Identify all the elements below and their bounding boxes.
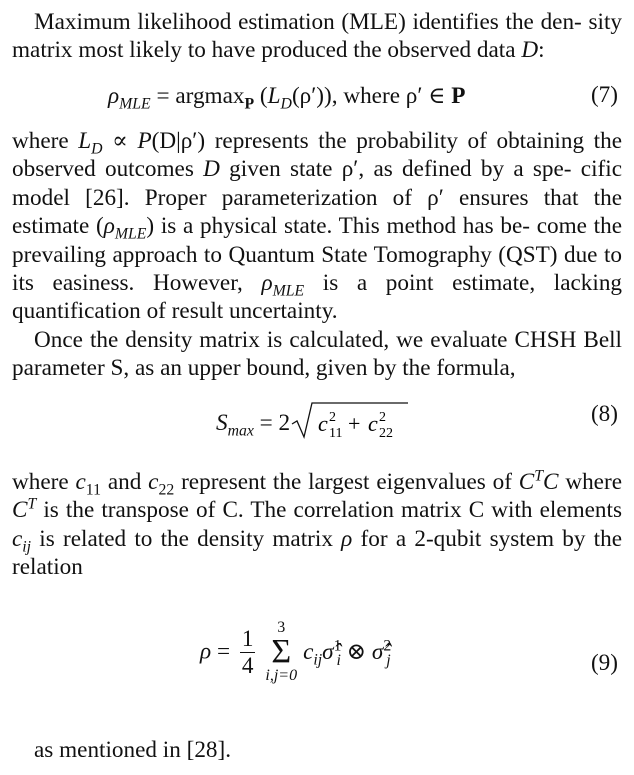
rho-symbol: ρ (108, 83, 120, 109)
summand (303, 637, 392, 669)
mle-subscript: MLE (272, 282, 305, 300)
svg-text:11: 11 (329, 426, 343, 441)
equation-7-body (108, 82, 466, 113)
equation-8 (12, 383, 622, 468)
text-where: where (12, 128, 79, 154)
paragraph-text: is a point estimate, lacking quantification of result uncertainty. (12, 270, 623, 325)
paragraph-text: represent the largest eigenvalues of (174, 469, 519, 495)
equation-8-body (216, 401, 408, 448)
subscript-11: 11 (85, 481, 101, 499)
sigma-hat-symbol: σ̂ (322, 639, 334, 665)
superscript-2: 2 (383, 637, 392, 655)
paragraph-text: is the transpose of C. The correlation matrix C with elements (36, 497, 622, 524)
square-root-icon (290, 401, 408, 441)
proportional-symbol: ∝ (102, 128, 138, 154)
superscript-1: 1 (333, 637, 342, 655)
paragraph-text: represents the probability of obtaining the observed outcomes (12, 128, 622, 183)
paragraph-text: where (558, 469, 622, 495)
subscript-ij: ij (22, 538, 32, 556)
data-symbol: D (521, 37, 539, 64)
svg-text:+: + (348, 411, 361, 436)
open-paren: ( (254, 83, 268, 109)
paragraph-text: as mentioned in [28]. (34, 737, 232, 763)
equals-sign: = (211, 638, 236, 665)
svg-text:2: 2 (329, 410, 337, 425)
conditional-text: (D|ρ′) (151, 128, 206, 154)
subscript-ij: ij (313, 651, 323, 669)
equals-two: = 2 (253, 409, 291, 436)
argmax-subscript: P (244, 95, 255, 113)
subscript-22: 22 (158, 481, 175, 499)
rho-symbol: ρ (341, 525, 353, 552)
likelihood-subscript: D (91, 140, 103, 158)
sum-lower-limit: i,j=0 (265, 667, 298, 684)
argmax-text: = argmax (150, 83, 245, 109)
c-matrix-symbol: C (518, 469, 535, 495)
c-symbol: c (303, 639, 314, 665)
svg-text:c: c (368, 411, 378, 436)
paragraph-text: ) is a physical state. This method has be- come the prevailing approach to Quantum State Tomography (QST) due to its easiness. However, (12, 213, 623, 297)
rho-symbol: ρ (200, 638, 212, 665)
sigma-symbol: Σ (271, 633, 292, 670)
transpose-superscript: T (534, 467, 544, 485)
equation-number-8: (8) (590, 401, 618, 427)
sigma-hat-symbol: σ̂ (371, 639, 384, 665)
svg-text:2: 2 (379, 410, 387, 425)
mle-subscript: MLE (114, 225, 147, 243)
paper-page (12, 8, 622, 764)
s-symbol: S (216, 409, 228, 436)
svg-text:c: c (318, 411, 328, 436)
mle-intro-text: Maximum likelihood estimation (MLE) identifies the den- sity matrix most likely to have produced the observed data (12, 9, 622, 64)
eigenvalue-paragraph (12, 468, 622, 614)
data-symbol: D (203, 156, 220, 183)
mle-subscript: MLE (119, 95, 151, 113)
paragraph-text: for a 2-qubit system by the relation (12, 525, 622, 581)
tensor-product-symbol: ⊗ (340, 639, 372, 665)
square-root (290, 401, 408, 448)
fraction-numerator: 1 (241, 625, 254, 652)
likelihood-symbol: L (78, 128, 92, 154)
c-symbol: c (148, 469, 159, 495)
transpose-superscript: T (27, 495, 37, 513)
c-symbol: c (12, 525, 23, 552)
chsh-paragraph (12, 326, 622, 383)
summation (265, 620, 297, 684)
equation-7 (12, 65, 622, 127)
fraction-one-quarter (240, 626, 256, 679)
mle-intro-paragraph (12, 8, 622, 65)
paragraph-text: and (100, 469, 149, 495)
fraction-denominator: 4 (241, 652, 254, 679)
bold-p-symbol: P (451, 83, 466, 109)
rho-symbol: ρ (103, 213, 115, 240)
likelihood-paragraph (12, 127, 622, 326)
colon: : (538, 37, 545, 64)
paragraph-text: given state ρ′, as defined by a spe- cific model [26]. Proper parameterization of ρ′ ensures that the estimate ( (12, 156, 622, 240)
paragraph-text: Once the density matrix is calculated, we evaluate CHSH Bell parameter S, as an upper bound, given by the formula, (12, 327, 622, 382)
equation-9 (12, 614, 622, 714)
sum-upper-limit: 3 (277, 619, 286, 636)
reference-paragraph (12, 736, 622, 764)
likelihood-subscript: D (280, 95, 292, 113)
argument-text: (ρ′)), where ρ′ ∈ (291, 83, 452, 109)
likelihood-symbol: L (267, 83, 281, 109)
subscript-i: i (336, 651, 341, 669)
c-matrix-symbol: C (543, 469, 559, 495)
equation-number-9: (9) (590, 650, 618, 676)
c-matrix-symbol: C (12, 497, 28, 524)
subscript-j: j (386, 651, 391, 669)
c-symbol: c (75, 469, 86, 495)
probability-symbol: P (137, 128, 152, 154)
svg-text:22: 22 (379, 426, 394, 441)
max-subscript: max (227, 422, 254, 440)
equation-number-7: (7) (590, 82, 618, 108)
paragraph-text: where (12, 469, 76, 495)
paragraph-text: is related to the density matrix (31, 525, 342, 552)
rho-symbol: ρ (261, 270, 273, 297)
equation-9-body (200, 620, 391, 684)
